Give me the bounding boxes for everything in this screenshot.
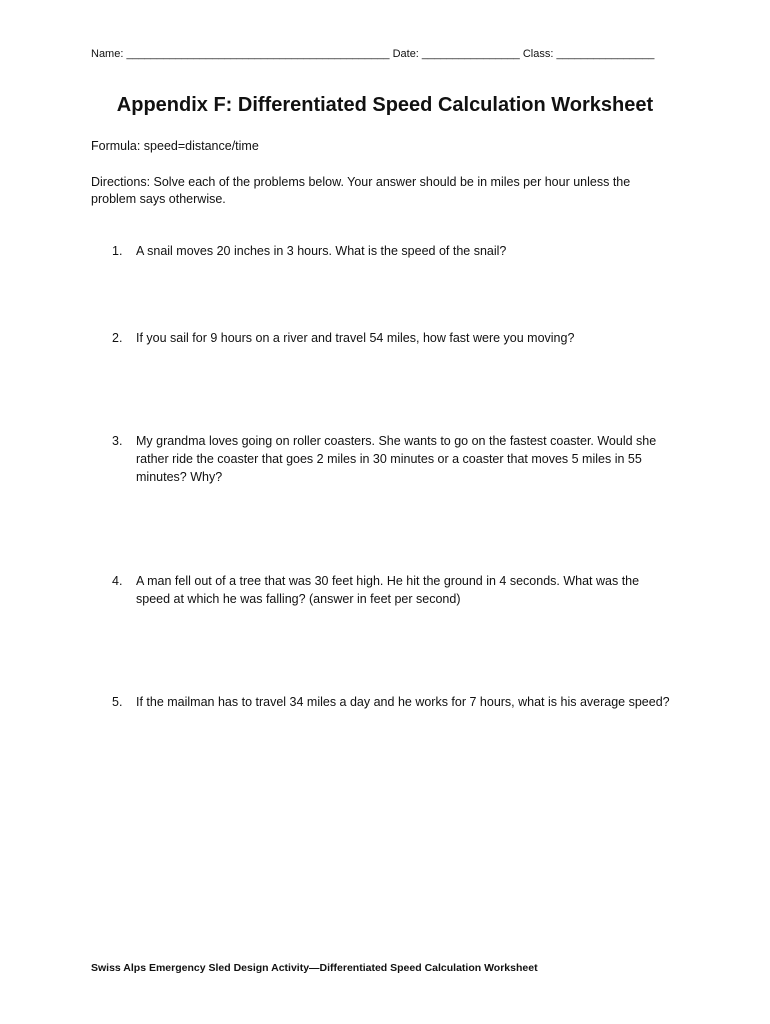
- problem-item: [112, 329, 672, 347]
- problem-item: [112, 572, 672, 608]
- problem-number: 3.: [112, 434, 123, 448]
- footer-text: Swiss Alps Emergency Sled Design Activity—Differentiated Speed Calculation Worksheet: [91, 962, 538, 974]
- problem-item: [112, 242, 672, 260]
- problem-text: My grandma loves going on roller coasters. She wants to go on the fastest coaster. Would she rather ride the coaster that goes 2 miles in 30 minutes or a coaster that moves 5 miles in 55 minutes? Why?: [136, 434, 657, 484]
- directions-text: Directions: Solve each of the problems below. Your answer should be in miles per hour unless the problem says otherwise.: [91, 175, 631, 206]
- page-title: Appendix F: Differentiated Speed Calculation Worksheet: [116, 94, 654, 116]
- problem-number: 1.: [112, 244, 123, 258]
- problem-text: If the mailman has to travel 34 miles a day and he works for 7 hours, what is his average speed?: [136, 695, 670, 709]
- problem-text: If you sail for 9 hours on a river and travel 54 miles, how fast were you moving?: [136, 331, 575, 345]
- problem-number: 4.: [112, 574, 123, 588]
- problem-item: [112, 432, 672, 486]
- problem-item: [112, 693, 712, 711]
- problem-text: A snail moves 20 inches in 3 hours. What is the speed of the snail?: [136, 244, 507, 258]
- problem-number: 5.: [112, 695, 123, 709]
- problem-number: 2.: [112, 331, 123, 345]
- formula-text: Formula: speed=distance/time: [91, 139, 259, 153]
- problem-text: A man fell out of a tree that was 30 feet high. He hit the ground in 4 seconds. What was the speed at which he was falling? (answer in feet per second): [136, 574, 640, 606]
- header-fields: Name: ___________________________________________ Date: ________________ Class: ________________: [91, 48, 655, 60]
